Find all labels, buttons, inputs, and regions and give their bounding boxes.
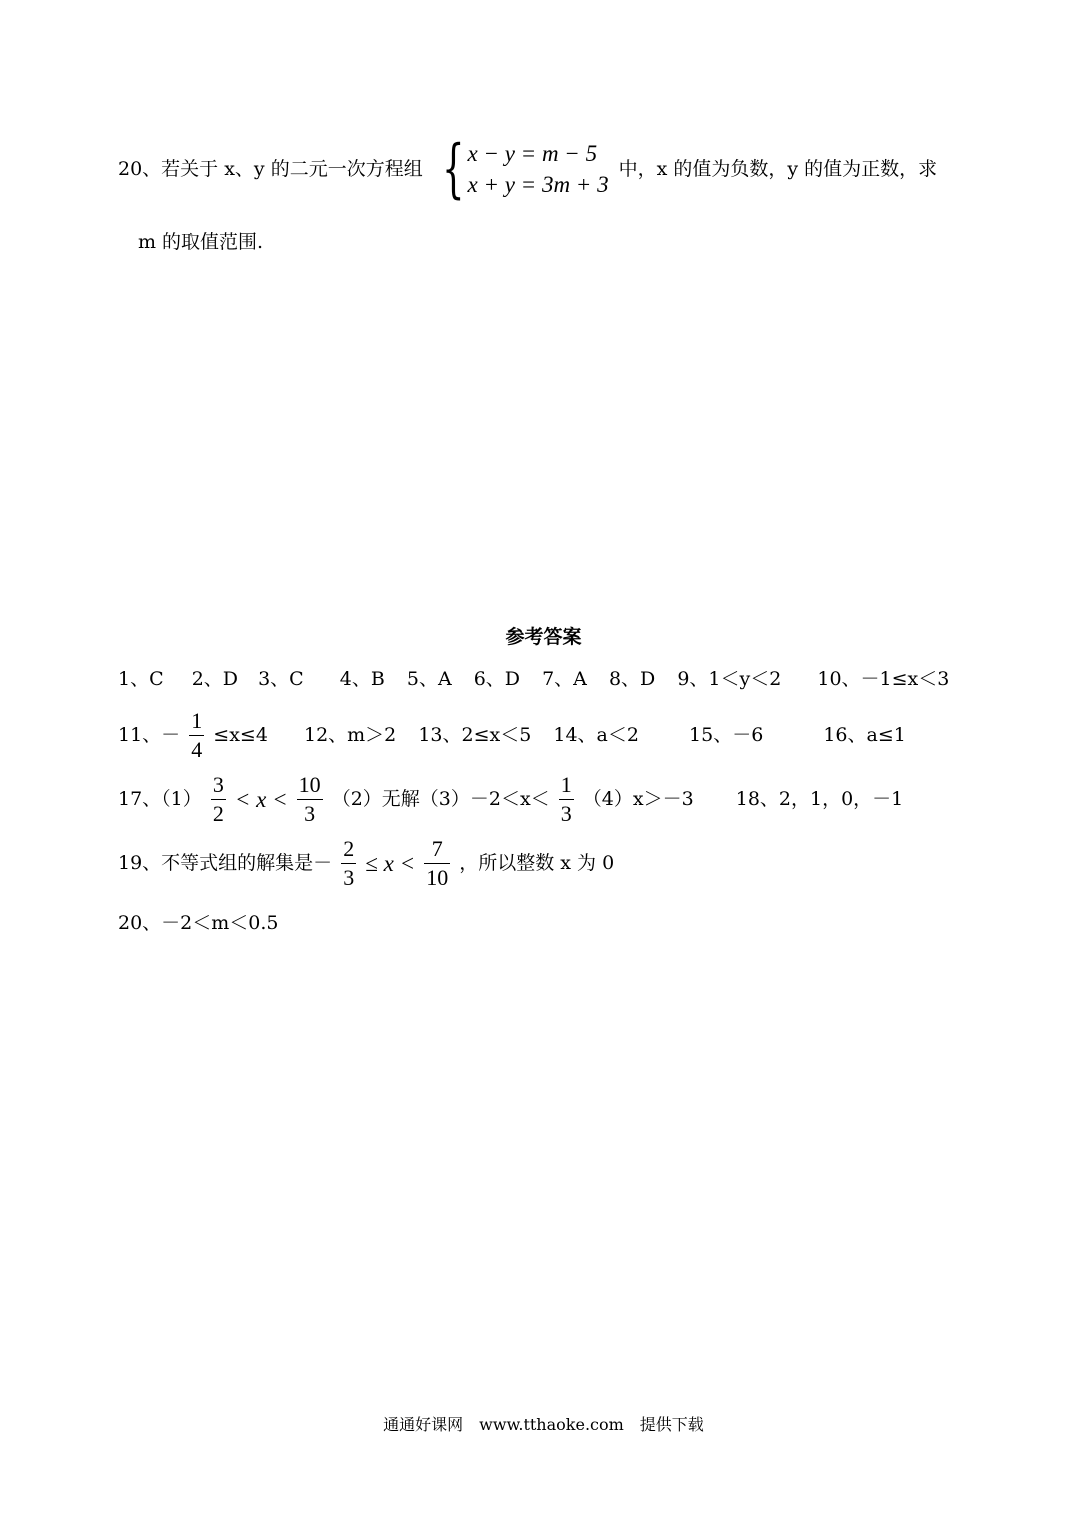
answer-item: 10、－1≤x＜3 xyxy=(817,668,950,690)
fraction xyxy=(424,838,450,889)
fraction xyxy=(189,710,204,761)
fraction xyxy=(341,838,356,889)
inequality: < x < xyxy=(234,787,288,812)
answer-item: 12、m＞2 xyxy=(303,724,397,746)
answer-item: 8、D xyxy=(608,668,656,690)
question-20-prefix: 20、若关于 x、y 的二元一次方程组 xyxy=(118,157,423,180)
answer-11-suffix: ≤x≤4 xyxy=(213,724,268,746)
answer-18: 18、2，1，0，－1 xyxy=(735,788,904,810)
equation-2: x + y = 3m + 3 xyxy=(467,172,609,197)
inequality: ≤ x < xyxy=(365,851,416,876)
fraction xyxy=(297,774,323,825)
answer-item: 13、2≤x＜5 xyxy=(418,724,532,746)
equation-1: x − y = m − 5 xyxy=(467,141,598,166)
question-20 xyxy=(118,132,938,206)
answer-item: 4、B xyxy=(339,668,385,690)
answer-17-label: 17、（1） xyxy=(118,788,202,810)
fraction-denominator: 3 xyxy=(560,801,572,826)
answers-row-3 xyxy=(118,774,903,825)
answer-item: 16、a≤1 xyxy=(823,724,906,746)
fraction xyxy=(559,774,574,825)
answer-item: 5、A xyxy=(406,668,452,690)
answer-item: 14、a＜2 xyxy=(553,724,639,746)
fraction-numerator: 7 xyxy=(431,836,443,861)
answer-item: 3、C xyxy=(258,668,304,690)
answer-item: 7、A xyxy=(542,668,587,690)
fraction-denominator: 10 xyxy=(426,865,449,890)
answer-17-part2: （2）无解（3）－2＜x＜ xyxy=(331,788,550,810)
fraction-numerator: 1 xyxy=(560,772,572,797)
fraction-denominator: 3 xyxy=(343,865,355,890)
answer-item: 9、1＜y＜2 xyxy=(677,668,782,690)
answer-11-prefix: 11、－ xyxy=(118,724,181,746)
answer-17-part4: （4）x＞－3 xyxy=(582,788,694,810)
left-brace: { xyxy=(441,132,465,206)
answers-heading: 参考答案 xyxy=(505,626,582,648)
answers-row-4 xyxy=(118,838,614,889)
equation-system xyxy=(433,132,609,206)
answer-item: 15、－6 xyxy=(689,724,764,746)
answer-19-suffix: ，所以整数 x 为 0 xyxy=(459,852,615,874)
answers-row-5: 20、－2＜m＜0.5 xyxy=(118,912,279,934)
answers-row-2 xyxy=(118,710,906,761)
fraction-denominator: 4 xyxy=(191,737,203,762)
fraction-numerator: 1 xyxy=(191,708,203,733)
fraction-denominator: 2 xyxy=(212,801,224,826)
question-20-suffix: 中，x 的值为负数，y 的值为正数，求 xyxy=(618,157,938,180)
answer-item: 1、C xyxy=(118,668,164,690)
fraction xyxy=(211,774,226,825)
answer-item: 6、D xyxy=(473,668,521,690)
answer-19-prefix: 19、不等式组的解集是－ xyxy=(118,852,333,874)
answers-row-1 xyxy=(118,670,949,689)
footer-credit: 通通好课网 www.tthaoke.com 提供下载 xyxy=(383,1415,704,1434)
fraction-numerator: 2 xyxy=(343,836,355,861)
fraction-denominator: 3 xyxy=(304,801,316,826)
question-20-line2: m 的取值范围. xyxy=(138,231,264,253)
fraction-numerator: 3 xyxy=(212,772,224,797)
answer-item: 2、D xyxy=(191,668,239,690)
fraction-numerator: 10 xyxy=(298,772,321,797)
